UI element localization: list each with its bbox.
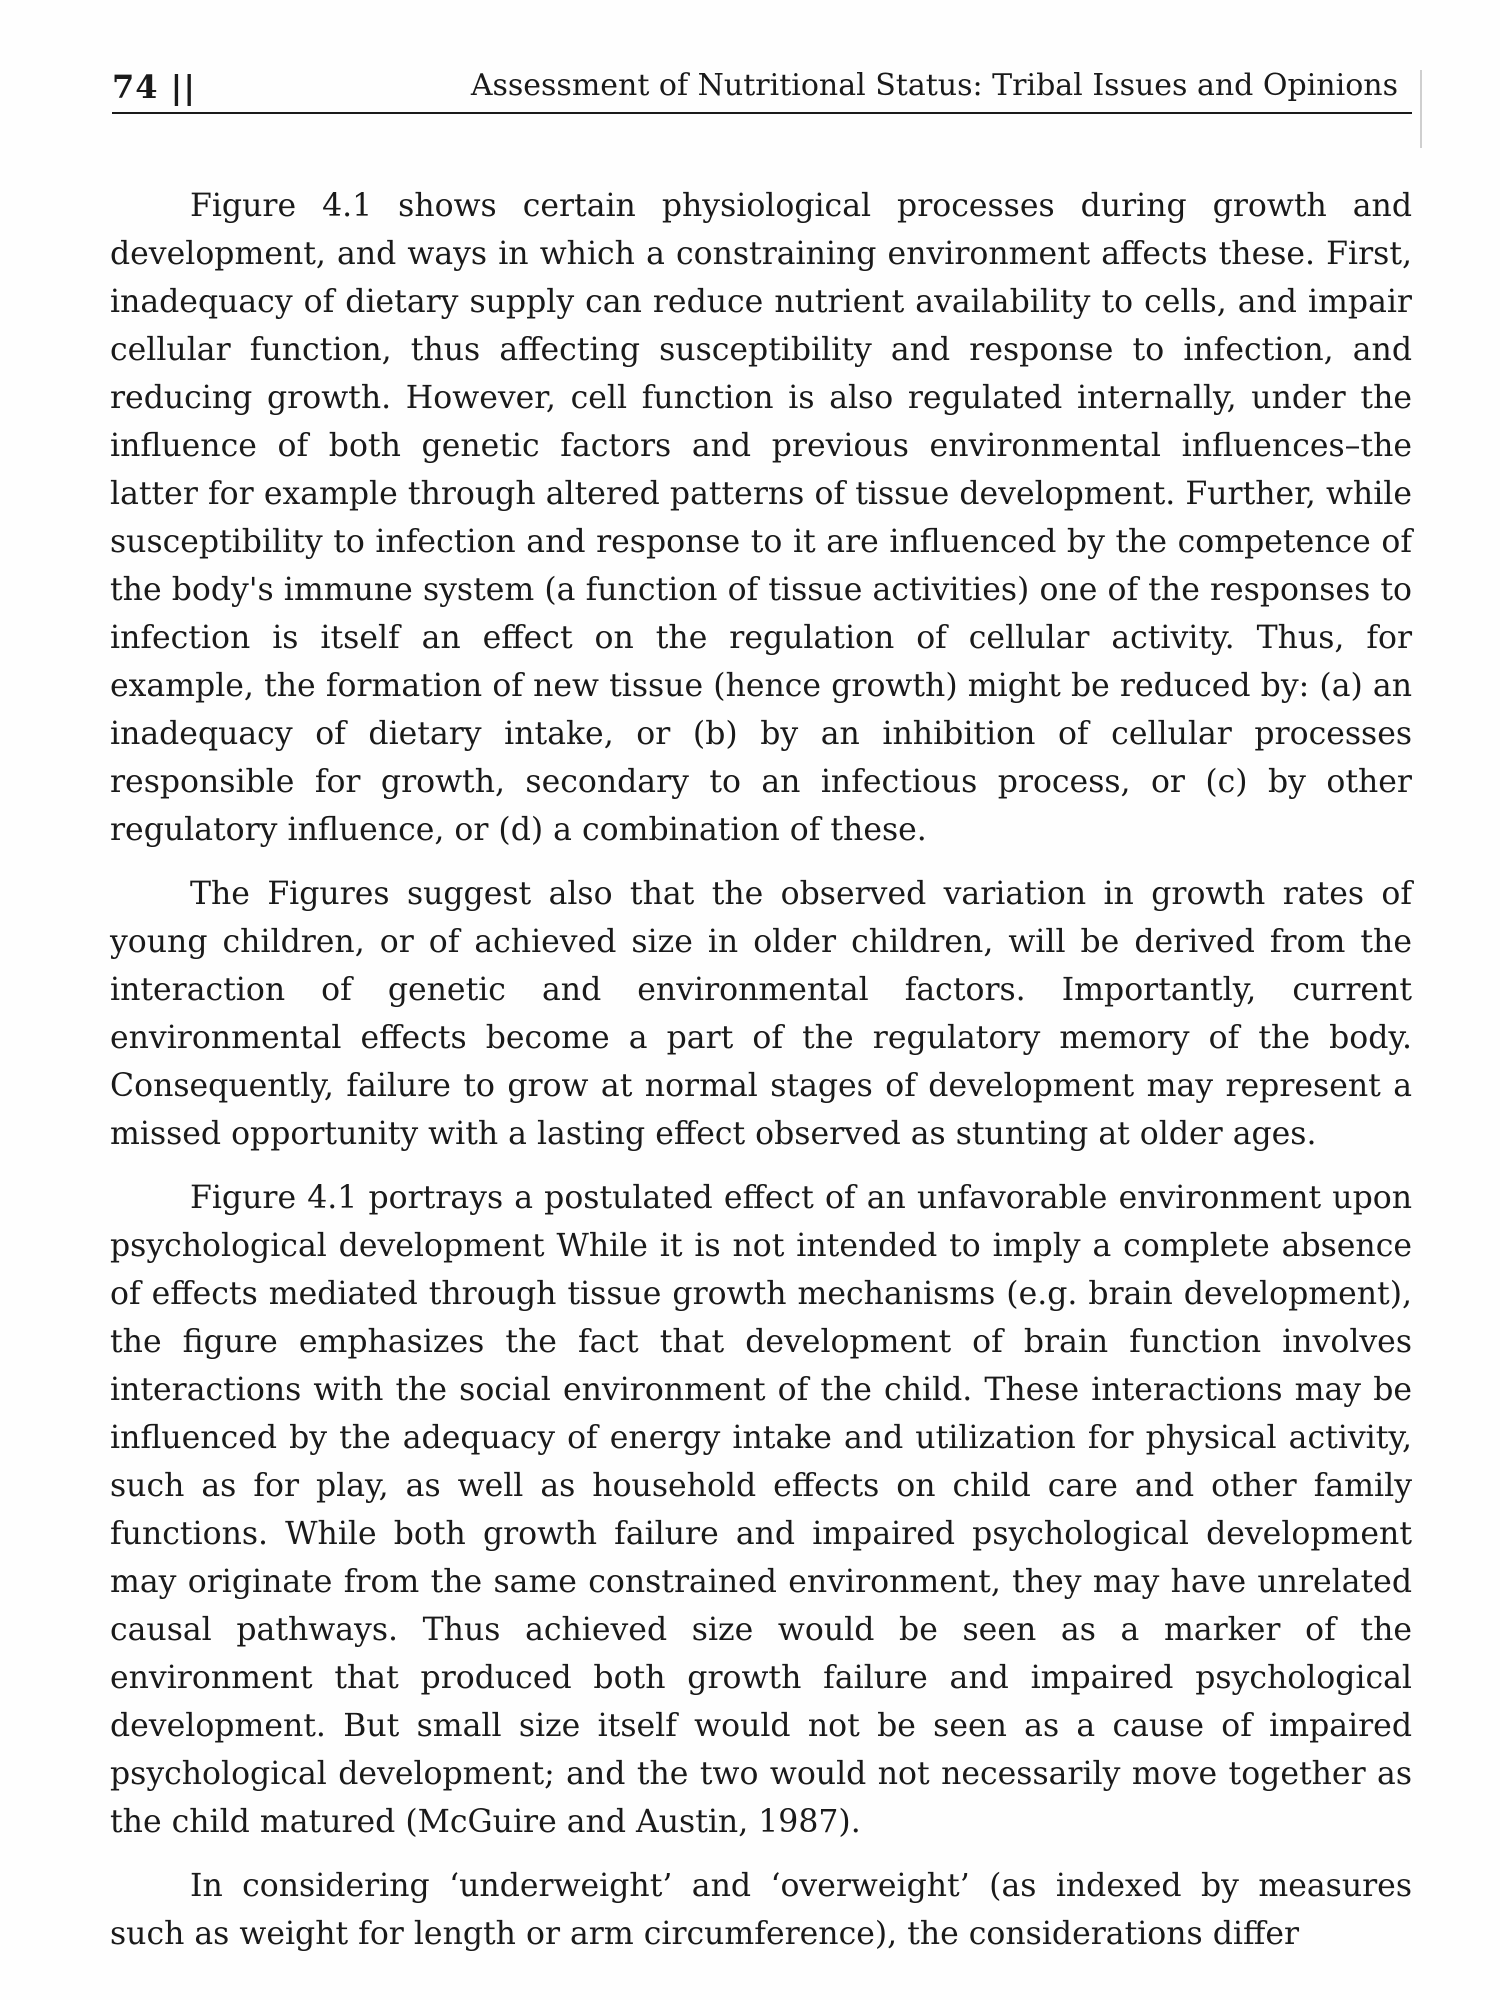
page-number: 74 ||	[112, 68, 196, 106]
body-text	[110, 182, 1412, 1958]
running-header	[112, 62, 1412, 114]
paragraph-2: The Figures suggest also that the observed variation in growth rates of young children, or of achieved size in older children, will be derived from the interaction of genetic and environmental factors. Importantly, current environmental effects become a part of the regulatory memory of the body. Consequently, failure to grow at normal stages of development may represent a missed opportunity with a lasting effect observed as stunting at older ages.	[110, 876, 1412, 1152]
page-edge-shadow	[1420, 70, 1422, 148]
paragraph-1: Figure 4.1 shows certain physiological processes during growth and development, and ways in which a constraining environment affects these. First, inadequacy of dietary supply can reduce nutrient availability to cells, and impair cellular function, thus affecting susceptibility and response to infection, and reducing growth. However, cell function is also regulated internally, under the influence of both genetic factors and previous environmental influences–the latter for example through altered patterns of tissue development. Further, while susceptibility to infection and response to it are influenced by the competence of the body's immune system (a function of tissue activities) one of the responses to infection is itself an effect on the regulation of cellular activity. Thus, for example, the formation of new tissue (hence growth) might be reduced by: (a) an inadequacy of dietary intake, or (b) by an inhibition of cellular processes responsible for growth, secondary to an infectious process, or (c) by other regulatory influence, or (d) a combination of these.	[110, 188, 1412, 848]
paragraph-3: Figure 4.1 portrays a postulated effect of an unfavorable environment upon psychological development While it is not intended to imply a complete absence of effects mediated through tissue growth mechanisms (e.g. brain development), the figure emphasizes the fact that development of brain function involves interactions with the social environment of the child. These interactions may be influenced by the adequacy of energy intake and utilization for physical activity, such as for play, as well as household effects on child care and other family functions. While both growth failure and impaired psychological development may originate from the same constrained environment, they may have unrelated causal pathways. Thus achieved size would be seen as a marker of the environment that produced both growth failure and impaired psychological development. But small size itself would not be seen as a cause of impaired psychological development; and the two would not necessarily move together as the child matured (McGuire and Austin, 1987).	[110, 1180, 1412, 1840]
running-title: Assessment of Nutritional Status: Tribal Issues and Opinions	[470, 68, 1398, 103]
paragraph-4: In considering ‘underweight’ and ‘overweight’ (as indexed by measures such as weight for length or arm circumference), the considerations differ	[110, 1868, 1412, 1952]
